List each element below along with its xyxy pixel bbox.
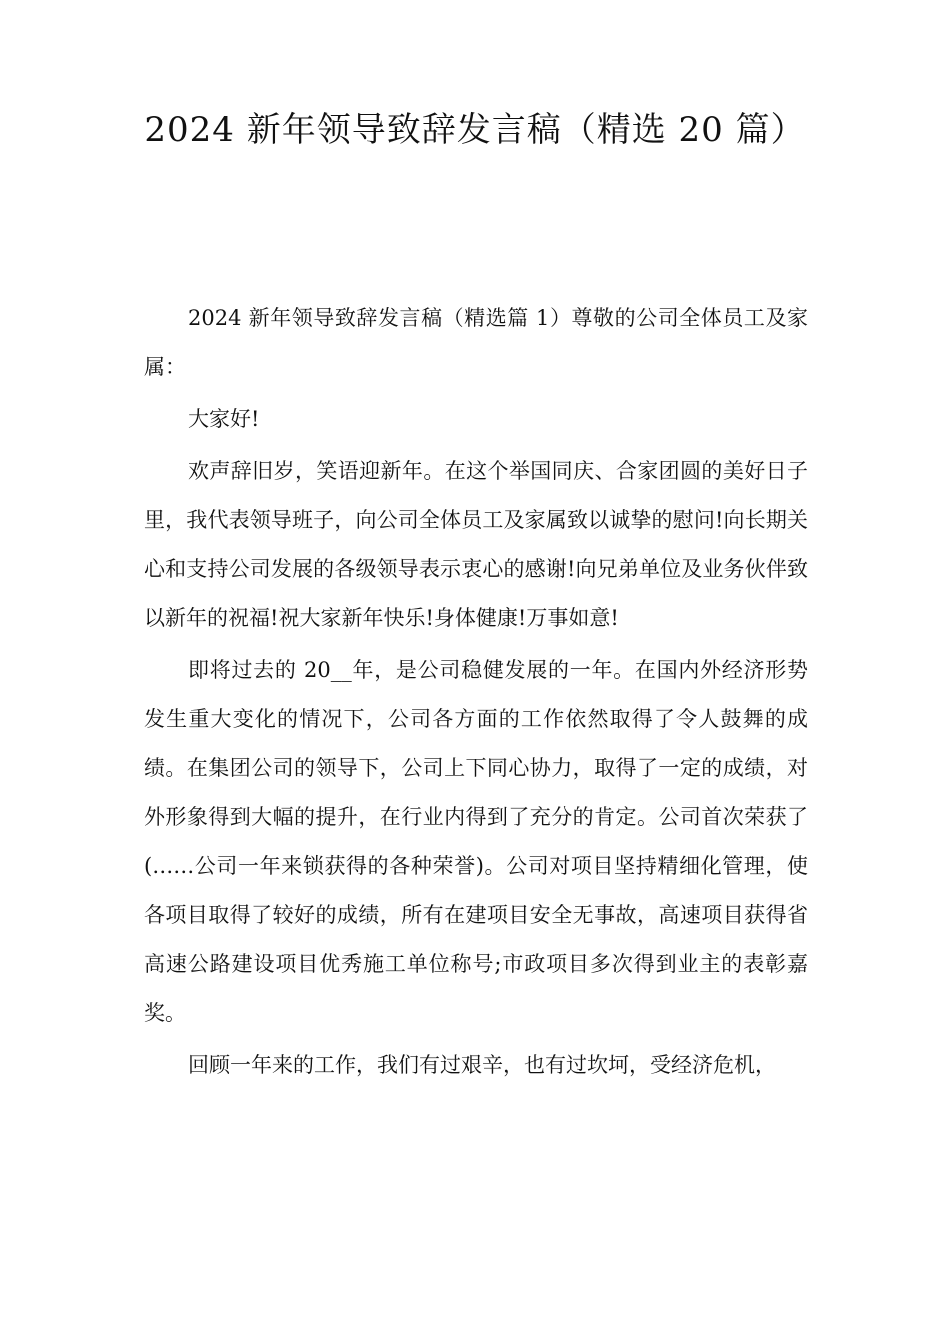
paragraph-1: 2024 新年领导致辞发言稿（精选篇 1）尊敬的公司全体员工及家属： bbox=[144, 306, 808, 379]
document-title: 2024 新年领导致辞发言稿（精选 20 篇） bbox=[144, 110, 806, 150]
document-body bbox=[144, 294, 808, 1090]
paragraph-4: 即将过去的 20__年，是公司稳健发展的一年。在国内外经济形势发生重大变化的情况下，公司各方面的工作依然取得了令人鼓舞的成绩。在集团公司的领导下，公司上下同心协力，取得了一定的成绩，对外形象得到大幅的提升，在行业内得到了充分的肯定。公司首次荣获了(……公司一年来锁获得的各种荣誉)。公司对项目坚持精细化管理，使各项目取得了较好的成绩，所有在建项目安全无事故，高速项目获得省高速公路建设项目优秀施工单位称号;市政项目多次得到业主的表彰嘉奖。 bbox=[144, 658, 808, 1025]
paragraph-2: 大家好! bbox=[188, 407, 260, 431]
paragraph-5: 回顾一年来的工作，我们有过艰辛，也有过坎坷，受经济危机， bbox=[188, 1053, 776, 1077]
paragraph-3: 欢声辞旧岁，笑语迎新年。在这个举国同庆、合家团圆的美好日子里，我代表领导班子，向公司全体员工及家属致以诚挚的慰问!向长期关心和支持公司发展的各级领导表示衷心的感谢!向兄弟单位及业务伙伴致以新年的祝福!祝大家新年快乐!身体健康!万事如意! bbox=[144, 459, 808, 630]
